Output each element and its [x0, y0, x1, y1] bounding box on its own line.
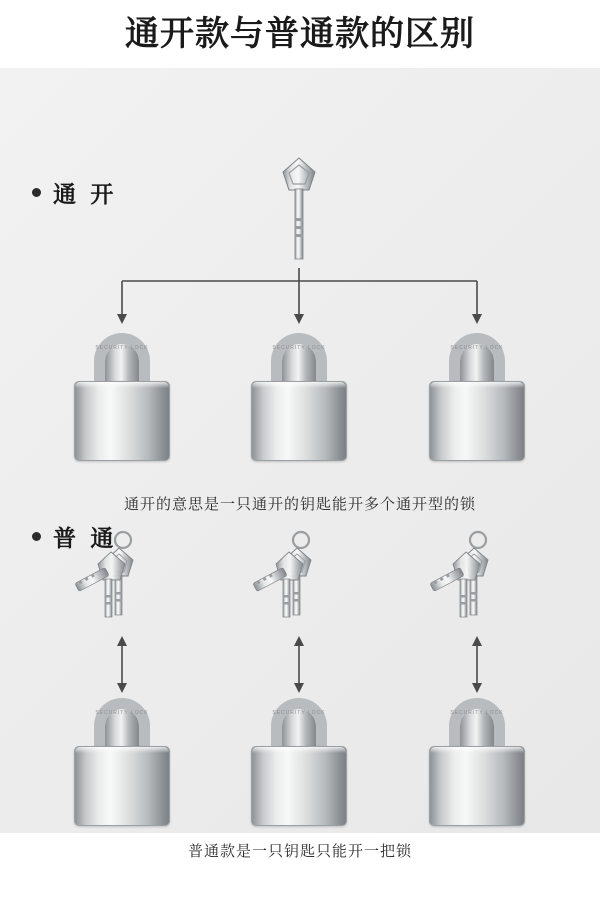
- page-title: 通开款与普通款的区别: [125, 15, 475, 53]
- lock-body: [429, 381, 525, 461]
- lock-tongkai-2: [251, 333, 347, 461]
- lock-brand-text: SECURITY LOCK: [450, 345, 504, 351]
- lock-brand-text: SECURITY LOCK: [95, 710, 149, 716]
- diagram-panel: [0, 68, 600, 860]
- lock-body: [251, 746, 347, 826]
- lock-body: [74, 746, 170, 826]
- lock-body: [74, 381, 170, 461]
- lock-brand-text: SECURITY LOCK: [272, 345, 326, 351]
- bullet-tongkai: [32, 176, 117, 209]
- lock-putong-3: [429, 698, 525, 826]
- lock-brand-text: SECURITY LOCK: [272, 710, 326, 716]
- master-key-icon: [278, 156, 320, 266]
- bullet-putong-label: 普 通: [53, 525, 118, 551]
- caption-putong: 普通款是一只钥匙只能开一把锁: [187, 843, 412, 860]
- lock-tongkai-3: [429, 333, 525, 461]
- caption-tongkai: 通开的意思是一只通开的钥匙能开多个通开型的锁: [123, 496, 476, 513]
- lock-brand-text: SECURITY LOCK: [450, 710, 504, 716]
- lock-putong-2: [251, 698, 347, 826]
- lock-brand-text: SECURITY LOCK: [95, 345, 149, 351]
- lock-putong-1: [74, 698, 170, 826]
- bullet-tongkai-label: 通 开: [53, 181, 118, 207]
- key-bunch-icon-1: [75, 530, 165, 622]
- lock-tongkai-1: [74, 333, 170, 461]
- bullet-dot-icon: [32, 532, 41, 541]
- key-bunch-icon-3: [430, 530, 520, 622]
- bullet-dot-icon: [32, 188, 41, 197]
- key-bunch-icon-2: [253, 530, 343, 622]
- lock-body: [429, 746, 525, 826]
- lock-body: [251, 381, 347, 461]
